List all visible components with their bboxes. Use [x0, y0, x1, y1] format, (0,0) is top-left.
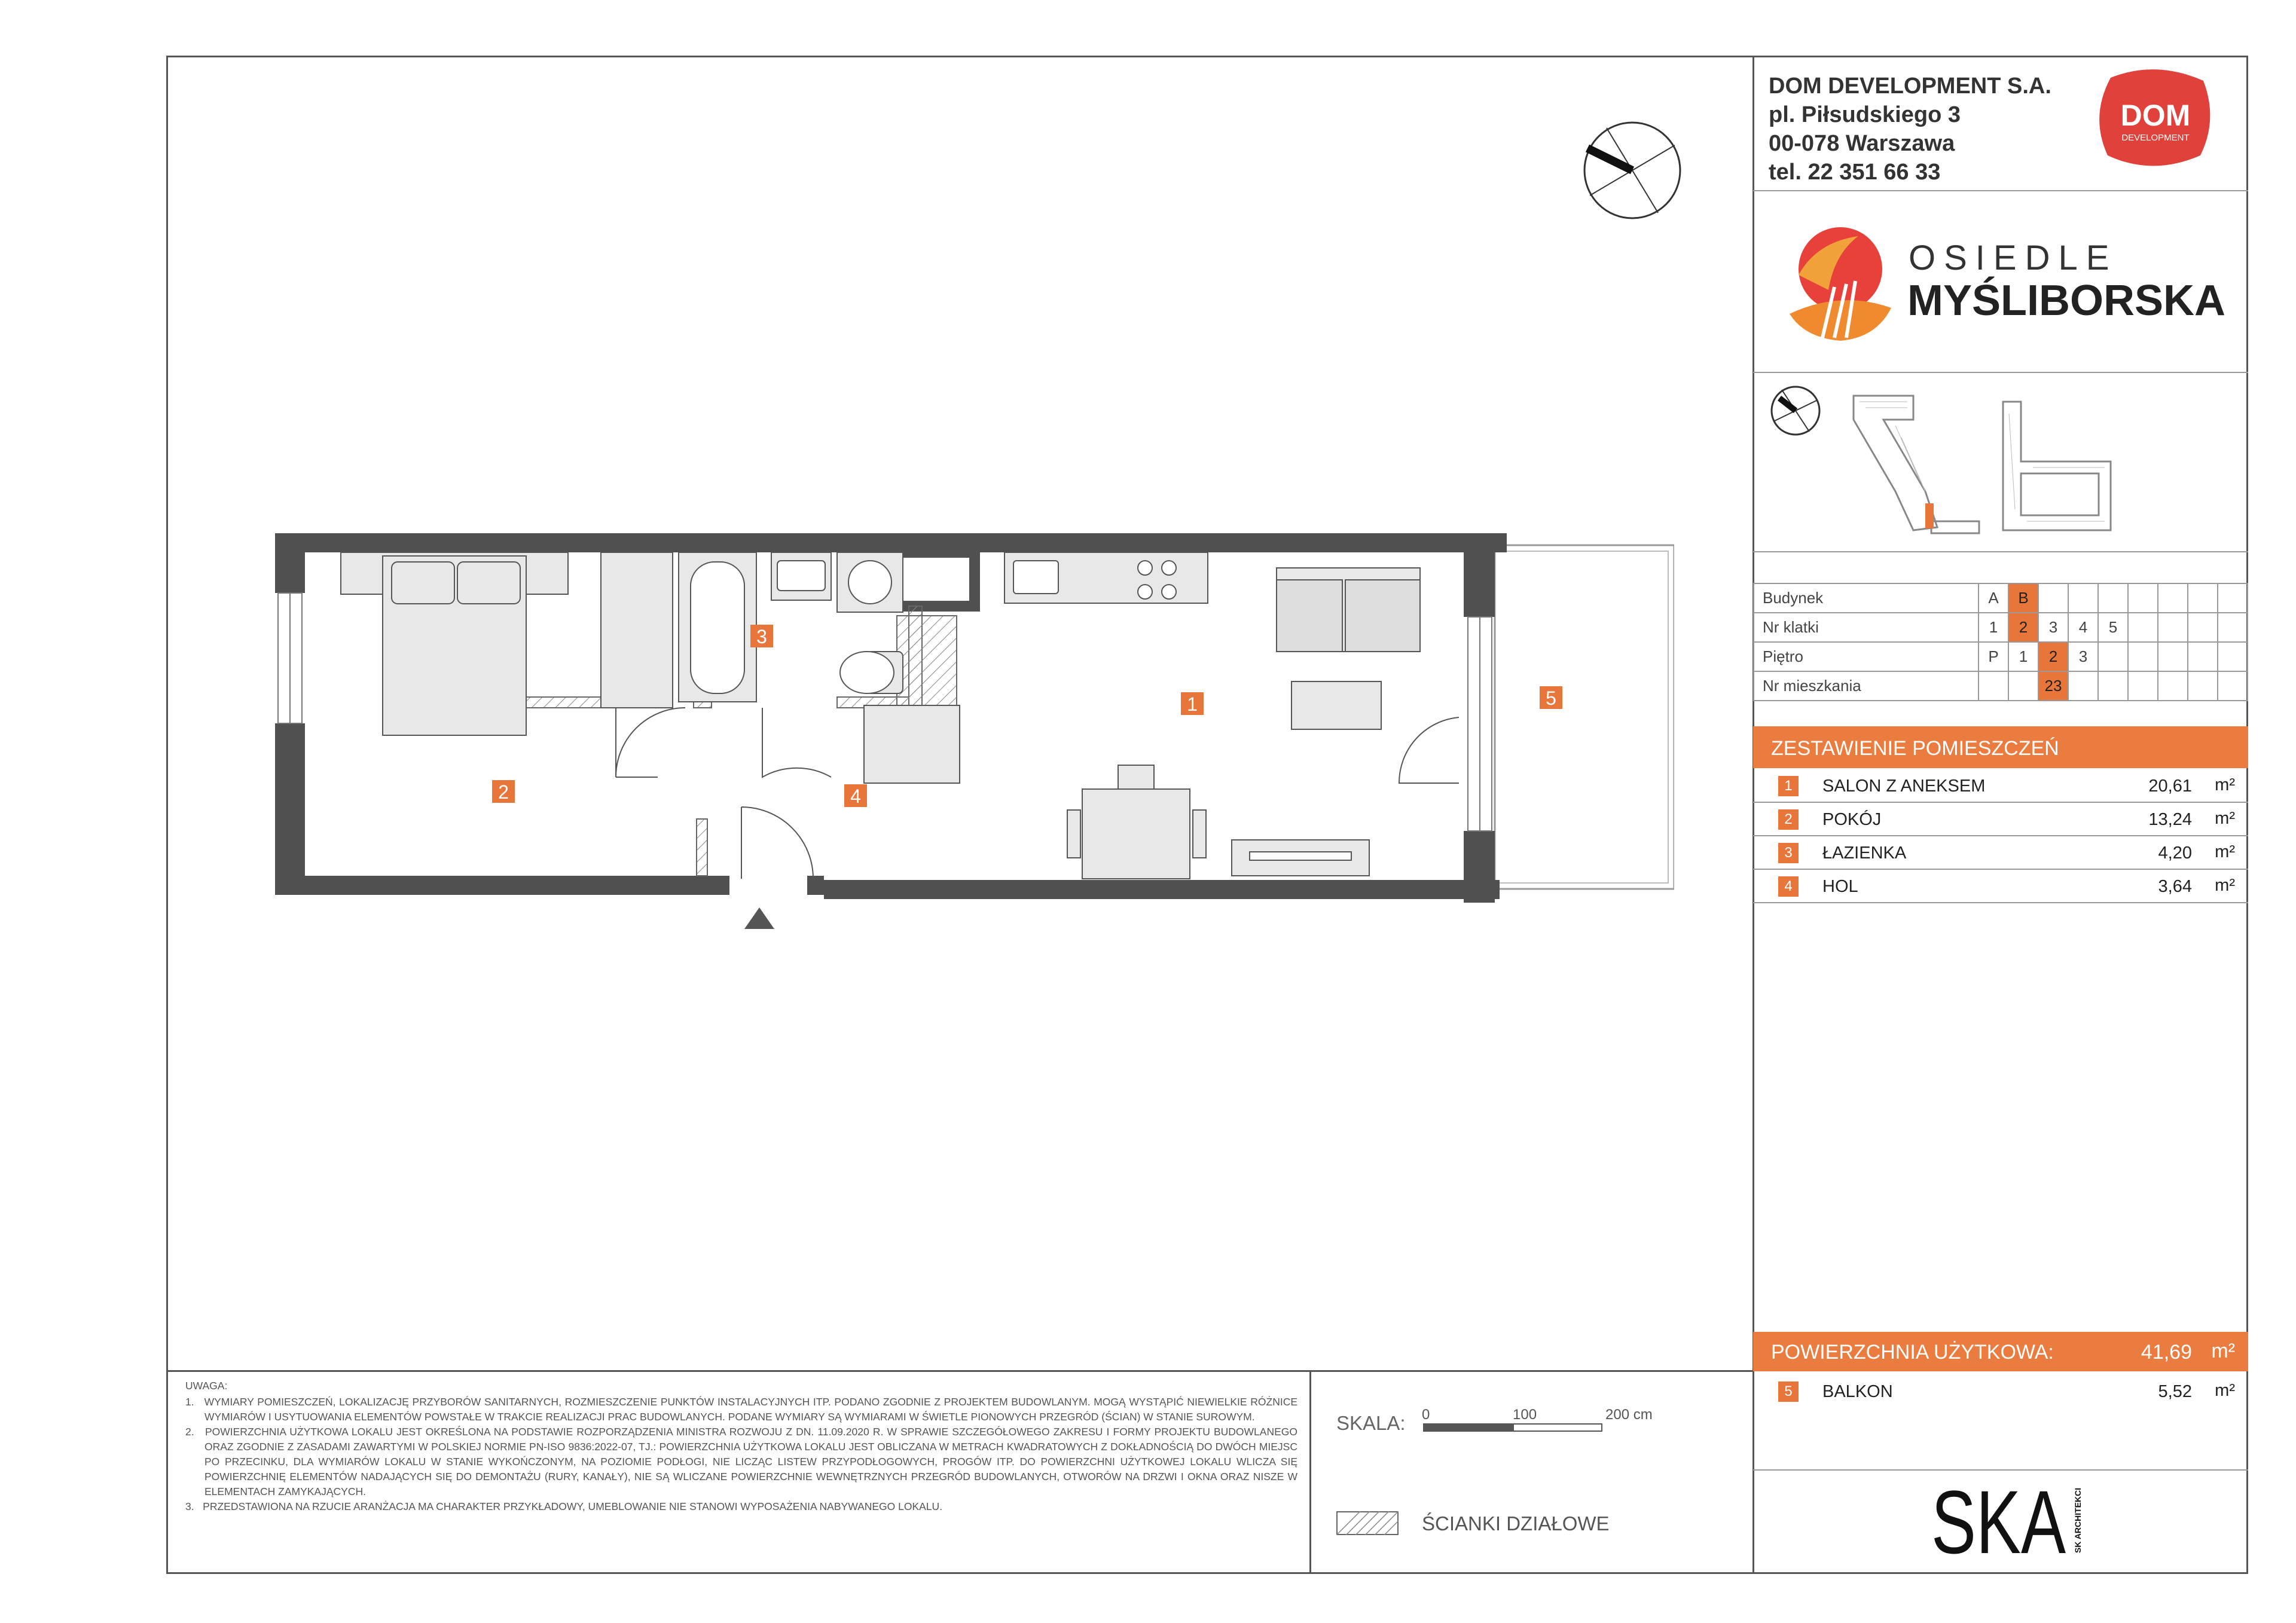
room-number: 4 — [1778, 876, 1799, 897]
floor-plan — [263, 526, 1674, 933]
plan-label: 3 — [756, 626, 767, 647]
dom-development-logo — [2093, 66, 2218, 173]
room-name: SALON Z ANEKSEM — [1822, 777, 1986, 796]
budynek-cell-selected: B — [2008, 583, 2038, 613]
scale-bar-fill — [1424, 1425, 1514, 1431]
klatka-cell: 1 — [1979, 613, 2008, 642]
klatka-label: Nr klatki — [1754, 613, 1979, 642]
room-number: 1 — [1778, 776, 1799, 796]
total-area-bar — [1753, 1332, 2248, 1371]
info-row-mieszkanie — [1754, 671, 2248, 701]
hatch-legend-icon — [1336, 1511, 1399, 1535]
entrance-icon — [744, 907, 774, 929]
room-name: ŁAZIENKA — [1822, 843, 1907, 863]
room-number: 2 — [1778, 809, 1799, 830]
company-address1: pl. Piłsudskiego 3 — [1769, 102, 1961, 127]
mieszkanie-label: Nr mieszkania — [1754, 671, 1979, 701]
sep — [1753, 551, 2248, 552]
room-number: 5 — [1778, 1381, 1799, 1402]
klatka-cell: 3 — [2038, 613, 2068, 642]
scale-bar — [1423, 1423, 1602, 1432]
scale-label: SKALA: — [1336, 1412, 1406, 1434]
balcony-row — [1753, 1375, 2248, 1408]
plan-label: 2 — [498, 781, 509, 803]
room-number: 3 — [1778, 843, 1799, 863]
total-area-unit: m² — [2211, 1340, 2235, 1362]
note-item: 1. WYMIARY POMIESZCZEŃ, LOKALIZACJĘ PRZYBORÓW SANITARNYCH, ROZMIESZCZENIE PUNKTÓW INSTALACYJNYCH ITP. PODANO ZGODNIE Z PROJEKTEM BUDOWLANYM. MOGĄ WYSTĄPIĆ NIEWIELKIE RÓŻNICE WYMIARÓW I USYTUOWANIA ELEMENTÓW POWSTAŁE W TRAKCIE REALIZACJI PRAC BUDOWLANYCH. PODANE WYMIARY SĄ WYMIARAMI W ŚWIETLE PIONOWYCH PRZEGRÓD (ŚCIAN) W STANIE SUROWYM. — [185, 1396, 1297, 1423]
site-compass-icon — [1769, 384, 1822, 438]
development-logo-text: DEVELOPMENT — [2121, 133, 2190, 143]
sep — [1753, 190, 2248, 191]
project-name-line1: OSIEDLE — [1909, 239, 2118, 277]
room-unit: m² — [2215, 775, 2235, 794]
room-unit: m² — [2215, 809, 2235, 828]
site-map-icon — [1842, 390, 2129, 539]
klatka-cell: 5 — [2098, 613, 2128, 642]
info-row-budynek — [1754, 583, 2248, 613]
company-info — [1769, 72, 2051, 187]
notes-block — [185, 1379, 1297, 1514]
rooms-title: ZESTAWIENIE POMIESZCZEŃ — [1771, 737, 2059, 760]
company-name: DOM DEVELOPMENT S.A. — [1769, 74, 2051, 99]
myśliborska-logo-icon — [1787, 218, 1894, 347]
notes-title: UWAGA: — [185, 1380, 228, 1392]
room-unit: m² — [2215, 842, 2235, 861]
pietro-cell-selected: 2 — [2038, 642, 2068, 671]
notes-divider — [166, 1370, 1754, 1372]
company-phone: tel. 22 351 66 33 — [1769, 160, 1941, 185]
ska-logo — [1931, 1483, 2087, 1560]
north-compass-icon — [1581, 120, 1683, 221]
pietro-cell: 1 — [2008, 642, 2038, 671]
room-unit: m² — [2215, 876, 2235, 895]
ska-sub-text: SK ARCHITEKCI — [2073, 1487, 2083, 1553]
plan-label: 4 — [850, 785, 861, 807]
room-row — [1753, 836, 2248, 870]
scale-tick-100: 100 — [1513, 1407, 1537, 1423]
room-row — [1753, 803, 2248, 836]
balcony-outline — [1495, 545, 1674, 889]
apartment-info-table — [1753, 583, 2248, 701]
room-row — [1753, 870, 2248, 903]
room-name: BALKON — [1822, 1382, 1893, 1401]
room-row — [1753, 769, 2248, 803]
room-unit: m² — [2215, 1381, 2235, 1400]
dom-logo-text: DOM — [2120, 99, 2191, 132]
room-area: 20,61 — [2148, 777, 2192, 796]
project-name-line2: MYŚLIBORSKA — [1907, 277, 2226, 325]
scale-divider — [1309, 1370, 1311, 1574]
ska-logo-text: SKA — [1931, 1483, 2066, 1560]
scale-tick-200: 200 cm — [1605, 1407, 1653, 1423]
note-item: 2. POWIERZCHNIA UŻYTKOWA LOKALU JEST OKREŚLONA NA PODSTAWIE ROZPORZĄDZENIA MINISTRA ROZWOJU Z DN. 11.09.2020 R. W SPRAWIE SZCZEGÓŁOWEGO ZAKRESU I FORMY PROJEKTU BUDOWLANEGO ORAZ ZGODNIE Z ZASADAMI ZAWARTYMI W POLSKIEJ NORMIE PN-ISO 9836:2022-07, TJ.: POWIERZCHNIA UŻYTKOWA LOKALU JEST OBLICZANA W METRACH KWADRATOWYCH Z DOKŁADNOŚCIĄ DO DWÓCH MIEJSC PO PRZECINKU, DLA WYMIARÓW LOKALU W STANIE WYKOŃCZONYM, NA POZIOMIE PODŁOGI, NIE LICZĄC LISTEW PRZYPODŁOGOWYCH, PROGÓW ITP. DO POWIERZCHNI UŻYTKOWEJ LOKALU WLICZA SIĘ POWIERZCHNIĘ ELEMENTÓW NADAJĄCYCH SIĘ DO DEMONTAŻU (RURY, KANAŁY), NIE SĄ WLICZANE POWIERZCHNIE WEWNĘTRZNYCH PRZEGRÓD BUDOWLANYCH, OTWORÓW NA DRZWI I OKNA ORAZ NISZE W ELEMENTACH ZAMYKAJĄCYCH. — [185, 1426, 1297, 1497]
klatka-cell-selected: 2 — [2008, 613, 2038, 642]
sep — [1753, 372, 2248, 373]
budynek-cell: A — [1979, 583, 2008, 613]
furniture — [341, 552, 1420, 879]
legend-label: ŚCIANKI DZIAŁOWE — [1422, 1512, 1610, 1535]
scale-tick-0: 0 — [1422, 1407, 1430, 1423]
room-area: 13,24 — [2148, 810, 2192, 829]
mieszkanie-cell-selected: 23 — [2038, 671, 2068, 701]
room-area: 5,52 — [2158, 1382, 2192, 1401]
room-name: POKÓJ — [1822, 810, 1882, 829]
room-name: HOL — [1822, 877, 1858, 896]
pietro-label: Piętro — [1754, 642, 1979, 671]
company-address2: 00-078 Warszawa — [1769, 131, 1955, 156]
total-area-value: 41,69 — [2141, 1341, 2192, 1364]
room-area: 3,64 — [2158, 877, 2192, 896]
note-item: 3. PRZEDSTAWIONA NA RZUCIE ARANŻACJA MA CHARAKTER PRZYKŁADOWY, UMEBLOWANIE NIE STANOWI WYPOSAŻENIA NABYWANEGO LOKALU. — [185, 1500, 943, 1512]
pietro-cell: 3 — [2068, 642, 2098, 671]
plan-label: 1 — [1187, 693, 1198, 715]
rooms-title-bar — [1753, 726, 2248, 768]
room-area: 4,20 — [2158, 843, 2192, 863]
klatka-cell: 4 — [2068, 613, 2098, 642]
budynek-label: Budynek — [1754, 583, 1979, 613]
info-row-pietro — [1754, 642, 2248, 671]
plan-label: 5 — [1546, 687, 1556, 709]
pietro-cell: P — [1979, 642, 2008, 671]
total-area-label: POWIERZCHNIA UŻYTKOWA: — [1771, 1341, 2054, 1364]
info-row-klatka — [1754, 613, 2248, 642]
sep — [1753, 1469, 2248, 1471]
